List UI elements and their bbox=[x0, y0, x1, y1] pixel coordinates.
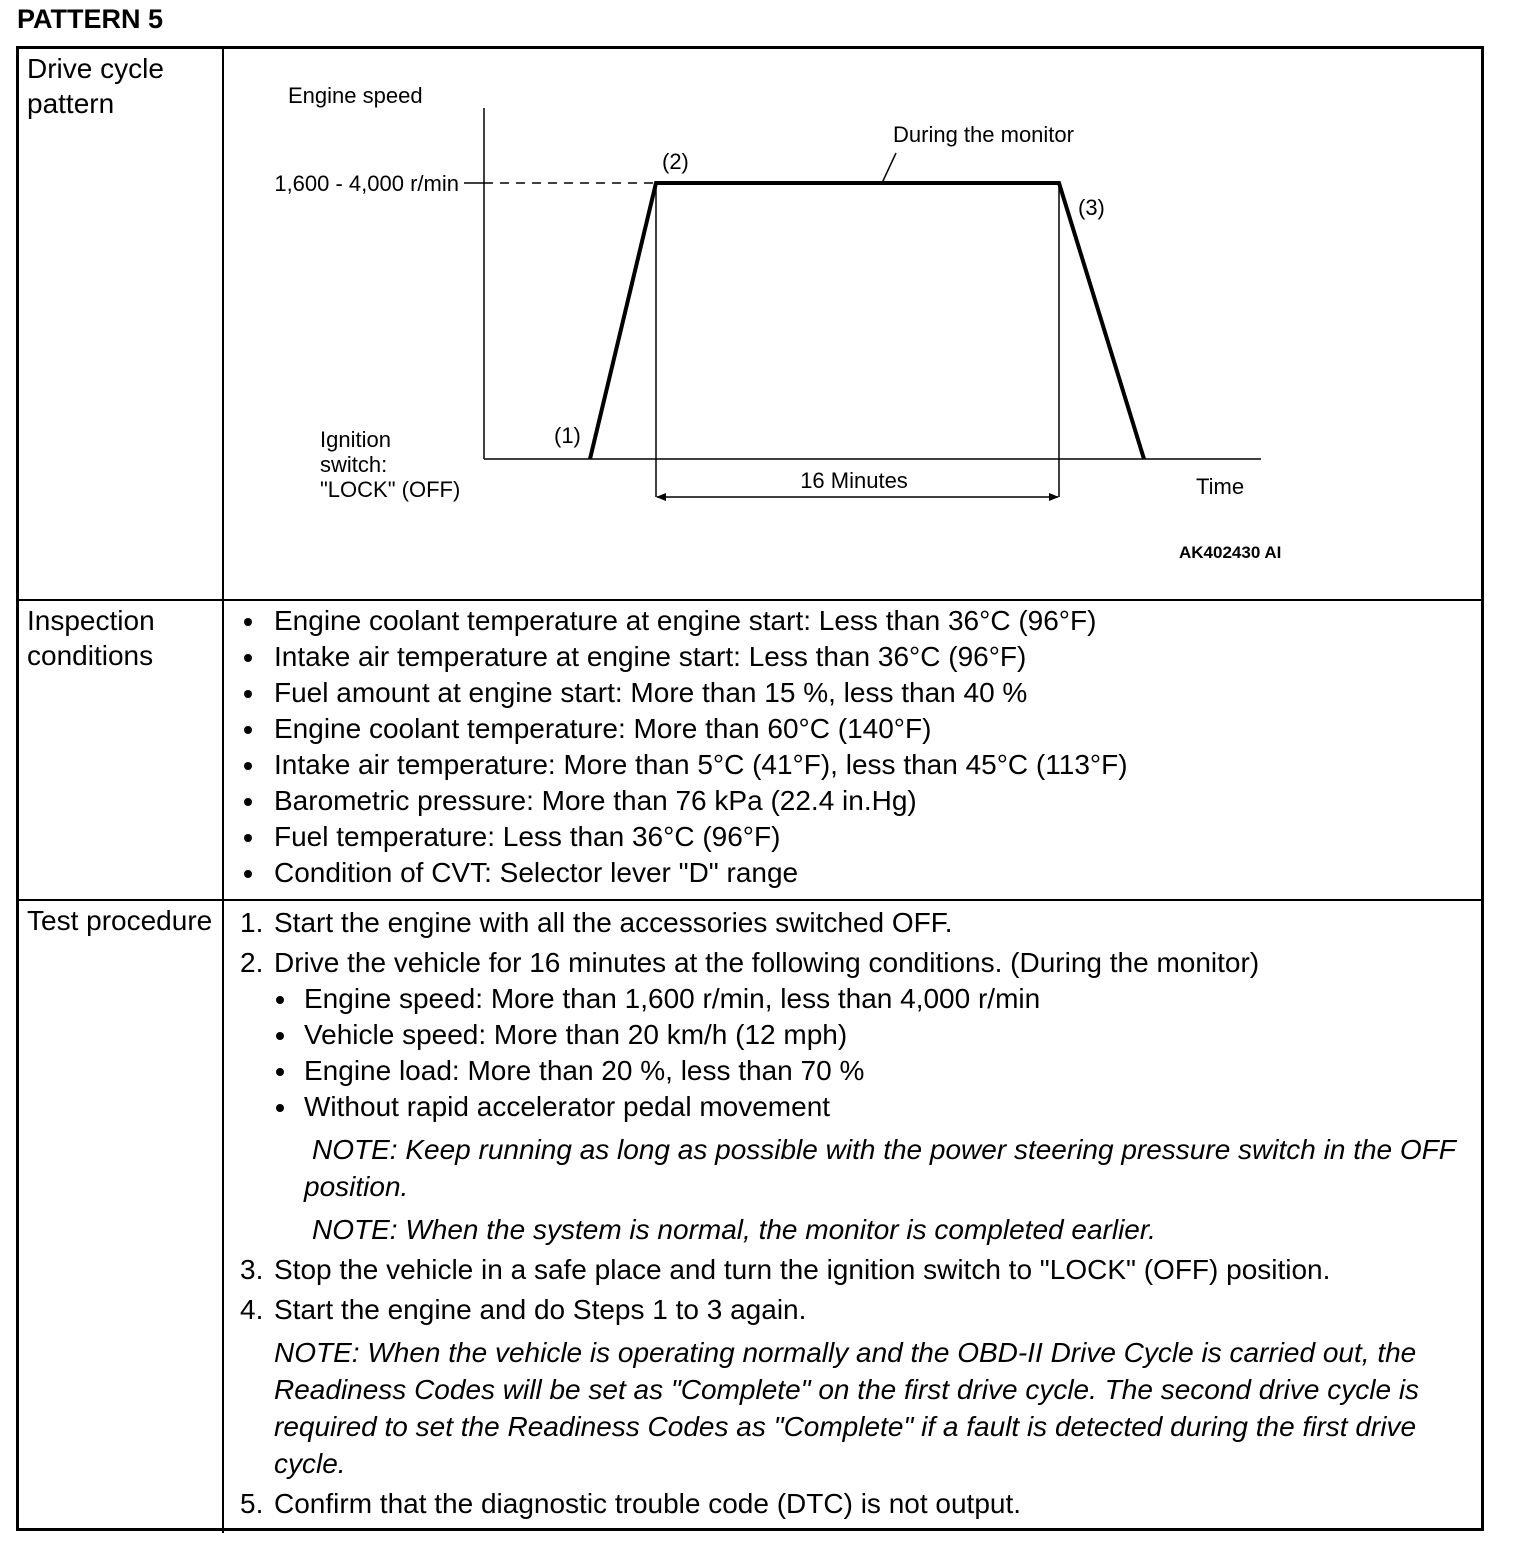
procedure-step-3 bbox=[240, 1252, 1471, 1288]
list-item: Engine coolant temperature: More than 60°C (140°F) bbox=[240, 711, 1128, 747]
x-axis-label: Time bbox=[1196, 474, 1245, 499]
list-item: Condition of CVT: Selector lever "D" range bbox=[240, 855, 1128, 891]
step-number: 3. bbox=[240, 1254, 264, 1285]
drive-cycle-diagram bbox=[226, 49, 1481, 594]
monitor-label: During the monitor bbox=[893, 122, 1074, 147]
ignition-label-line3: "LOCK" (OFF) bbox=[320, 477, 461, 502]
row-label-cell bbox=[19, 49, 224, 599]
bullet-icon bbox=[244, 690, 252, 698]
bullet-icon bbox=[244, 870, 252, 878]
bullet-icon bbox=[244, 798, 252, 806]
step-2-note-power-steering: NOTE: Keep running as long as possible with the power steering pressure switch in the OFF position. bbox=[304, 1134, 1456, 1202]
bullet-icon bbox=[244, 654, 252, 662]
row-label-cell bbox=[19, 601, 224, 901]
step-text: Drive the vehicle for 16 minutes at the following conditions. (During the monitor) bbox=[274, 947, 1260, 978]
bullet-icon bbox=[244, 618, 252, 626]
row-label-drive-cycle: Drive cycle pattern bbox=[27, 53, 164, 119]
procedure-step-2 bbox=[240, 945, 1471, 981]
inspection-conditions-list bbox=[240, 603, 1128, 891]
list-item: Barometric pressure: More than 76 kPa (22.4 in.Hg) bbox=[240, 783, 1128, 819]
drive-cycle-table bbox=[16, 46, 1484, 1531]
step-number: 4. bbox=[240, 1294, 264, 1325]
step-number: 1. bbox=[240, 907, 264, 938]
step-text: Start the engine with all the accessories switched OFF. bbox=[274, 907, 953, 938]
list-item: Intake air temperature at engine start: Less than 36°C (96°F) bbox=[240, 639, 1128, 675]
bullet-icon bbox=[276, 996, 284, 1004]
procedure-step-4 bbox=[240, 1292, 1471, 1328]
list-item: Fuel amount at engine start: More than 15 %, less than 40 % bbox=[240, 675, 1128, 711]
list-item: Fuel temperature: Less than 36°C (96°F) bbox=[240, 819, 1128, 855]
row-inspection-conditions bbox=[19, 599, 1481, 901]
speed-range-label: 1,600 - 4,000 r/min bbox=[274, 171, 459, 196]
inspection-conditions-cell bbox=[226, 601, 1481, 901]
row-drive-cycle bbox=[19, 49, 1481, 599]
procedure-step-1 bbox=[240, 905, 1471, 941]
ignition-label-line2: switch: bbox=[320, 452, 388, 477]
bullet-icon bbox=[244, 762, 252, 770]
ignition-label-line1: Ignition bbox=[320, 427, 391, 452]
point-1-label: (1) bbox=[554, 423, 581, 448]
step-number: 2. bbox=[240, 947, 264, 978]
drive-cycle-diagram-cell bbox=[226, 49, 1481, 599]
row-label-inspection: Inspection conditions bbox=[27, 605, 155, 671]
duration-label: 16 Minutes bbox=[800, 468, 908, 493]
step-2-note-monitor: NOTE: When the system is normal, the monitor is completed earlier. bbox=[312, 1214, 1156, 1245]
pattern-title: PATTERN 5 bbox=[17, 4, 164, 34]
bullet-icon bbox=[244, 726, 252, 734]
test-procedure-cell bbox=[226, 901, 1481, 1533]
step-text: Start the engine and do Steps 1 to 3 again. bbox=[274, 1294, 807, 1325]
list-item: Engine load: More than 20 %, less than 70 % bbox=[272, 1053, 1471, 1089]
bullet-icon bbox=[244, 834, 252, 842]
point-3-label: (3) bbox=[1078, 195, 1105, 220]
figure-id: AK402430 AI bbox=[1179, 543, 1282, 562]
y-axis-label: Engine speed bbox=[288, 83, 423, 108]
point-2-label: (2) bbox=[662, 149, 689, 174]
list-item: Vehicle speed: More than 20 km/h (12 mph) bbox=[272, 1017, 1471, 1053]
test-procedure-steps bbox=[240, 905, 1471, 1522]
bullet-icon bbox=[276, 1032, 284, 1040]
list-item: Intake air temperature: More than 5°C (41°F), less than 45°C (113°F) bbox=[240, 747, 1128, 783]
row-label-procedure: Test procedure bbox=[27, 905, 213, 936]
list-item: Without rapid accelerator pedal movement bbox=[272, 1089, 1471, 1125]
list-item: Engine speed: More than 1,600 r/min, less than 4,000 r/min bbox=[272, 981, 1471, 1017]
monitor-leader-line bbox=[882, 153, 896, 183]
procedure-step-5 bbox=[240, 1486, 1471, 1522]
row-test-procedure bbox=[19, 899, 1481, 1533]
list-item: Engine coolant temperature at engine start: Less than 36°C (96°F) bbox=[240, 603, 1128, 639]
engine-speed-profile bbox=[590, 183, 1144, 459]
bullet-icon bbox=[276, 1104, 284, 1112]
step-text: Stop the vehicle in a safe place and turn the ignition switch to "LOCK" (OFF) position. bbox=[274, 1254, 1331, 1285]
bullet-icon bbox=[276, 1068, 284, 1076]
step-text: Confirm that the diagnostic trouble code (DTC) is not output. bbox=[274, 1488, 1022, 1519]
row-label-cell bbox=[19, 901, 224, 1533]
step-4-note-readiness: NOTE: When the vehicle is operating normally and the OBD-II Drive Cycle is carried out, the Readiness Codes will be set as "Complete" on the first drive cycle. The second drive cycle is required to set the Readiness Codes as "Complete" if a fault is detected during the first drive cycle. bbox=[274, 1337, 1420, 1479]
step-number: 5. bbox=[240, 1488, 264, 1519]
step-2-conditions-list bbox=[240, 981, 1471, 1125]
